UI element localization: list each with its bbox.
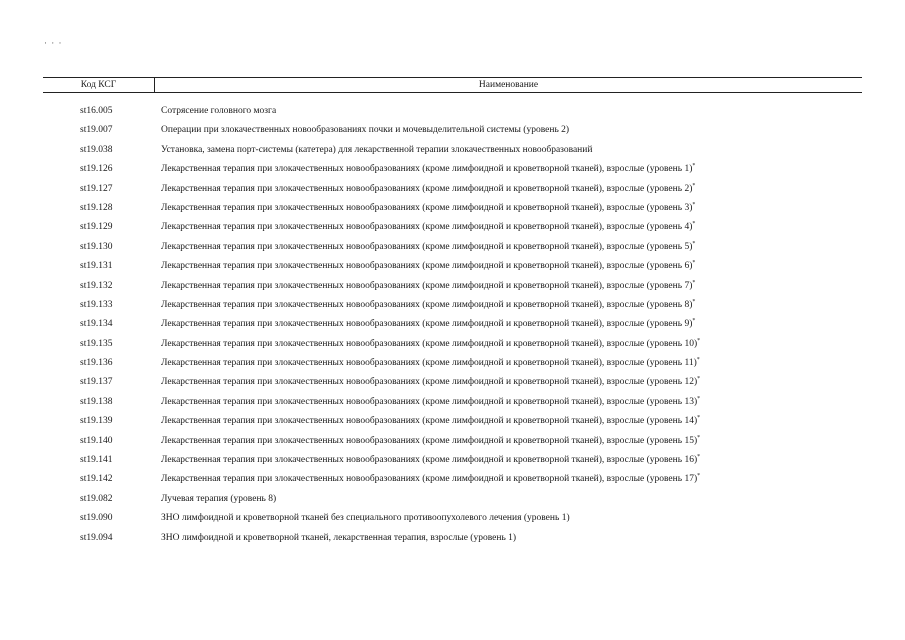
ksg-name-text: Лекарственная терапия при злокачественных новообразованиях (кроме лимфоидной и кроветворной тканей), взрослые (уровень 6)	[161, 261, 693, 272]
table-row	[43, 102, 862, 121]
ksg-name-text: Лучевая терапия (уровень 8)	[161, 493, 277, 504]
page-marker: · · ·	[44, 38, 63, 48]
ksg-name-text: Лекарственная терапия при злокачественных новообразованиях (кроме лимфоидной и кроветворной тканей), взрослые (уровень 7)	[161, 280, 693, 291]
ksg-code-cell: st19.126	[80, 164, 113, 175]
ksg-code-cell: st19.133	[80, 299, 113, 310]
ksg-name-cell	[154, 102, 862, 121]
footnote-mark: *	[692, 298, 696, 305]
ksg-name-cell	[154, 257, 862, 276]
ksg-name-cell	[154, 393, 862, 412]
table-row	[43, 315, 862, 334]
table-row	[43, 199, 862, 218]
ksg-name-cell	[154, 529, 862, 548]
footnote-mark: *	[692, 182, 696, 189]
ksg-name-text: Лекарственная терапия при злокачественных новообразованиях (кроме лимфоидной и кроветворной тканей), взрослые (уровень 9)	[161, 319, 693, 330]
ksg-name-cell	[154, 354, 862, 373]
ksg-name-cell	[154, 180, 862, 199]
ksg-code-cell: st19.131	[80, 261, 113, 272]
ksg-name-text: Сотрясение головного мозга	[161, 106, 277, 116]
ksg-name-cell	[154, 373, 862, 392]
ksg-name-cell	[154, 451, 862, 470]
ksg-code-cell: st19.135	[80, 338, 113, 349]
table-row	[43, 432, 862, 451]
table-row	[43, 238, 862, 257]
ksg-code-cell: st19.128	[80, 202, 113, 213]
ksg-name-cell	[154, 335, 862, 354]
ksg-name-cell	[154, 315, 862, 334]
column-header-name: Наименование	[478, 80, 539, 90]
ksg-code-cell: st19.141	[80, 455, 113, 466]
ksg-name-text: Лекарственная терапия при злокачественных новообразованиях (кроме лимфоидной и кроветворной тканей), взрослые (уровень 3)	[161, 202, 693, 213]
table-row	[43, 529, 862, 548]
footnote-mark: *	[697, 434, 701, 441]
footnote-mark: *	[692, 260, 696, 267]
ksg-name-text: Лекарственная терапия при злокачественных новообразованиях (кроме лимфоидной и кроветворной тканей), взрослые (уровень 14)	[161, 416, 698, 427]
table-row	[43, 121, 862, 140]
table-row	[43, 470, 862, 489]
ksg-name-text: Лекарственная терапия при злокачественных новообразованиях (кроме лимфоидной и кроветворной тканей), взрослые (уровень 5)	[161, 241, 693, 252]
ksg-name-cell	[154, 218, 862, 237]
ksg-code-cell: st16.005	[80, 106, 113, 116]
ksg-name-text: ЗНО лимфоидной и кроветворной тканей, лекарственная терапия, взрослые (уровень 1)	[161, 532, 517, 543]
footnote-mark: *	[696, 357, 700, 364]
footnote-mark: *	[692, 163, 696, 170]
ksg-code-cell: st19.130	[80, 241, 113, 252]
ksg-name-cell	[154, 141, 862, 160]
ksg-name-cell	[154, 238, 862, 257]
ksg-name-cell	[154, 160, 862, 179]
ksg-name-text: Лекарственная терапия при злокачественных новообразованиях (кроме лимфоидной и кроветворной тканей), взрослые (уровень 4)	[161, 222, 693, 233]
table-row	[43, 354, 862, 373]
ksg-name-text: Установка, замена порт-системы (катетера) для лекарственной терапии злокачественных новообразований	[161, 144, 593, 155]
footnote-mark: *	[697, 415, 701, 422]
ksg-code-cell: st19.134	[80, 319, 113, 330]
ksg-name-cell	[154, 121, 862, 140]
ksg-code-cell: st19.007	[80, 125, 113, 136]
table-body	[43, 102, 862, 548]
ksg-name-cell	[154, 296, 862, 315]
ksg-name-cell	[154, 470, 862, 489]
ksg-name-text: Лекарственная терапия при злокачественных новообразованиях (кроме лимфоидной и кроветворной тканей), взрослые (уровень 12)	[161, 377, 698, 388]
ksg-name-text: Лекарственная терапия при злокачественных новообразованиях (кроме лимфоидной и кроветворной тканей), взрослые (уровень 15)	[161, 435, 698, 446]
table-row	[43, 412, 862, 431]
table-row	[43, 393, 862, 412]
table-row	[43, 257, 862, 276]
table-header	[43, 77, 862, 93]
ksg-name-text: Лекарственная терапия при злокачественных новообразованиях (кроме лимфоидной и кроветворной тканей), взрослые (уровень 16)	[161, 455, 698, 466]
table-row	[43, 277, 862, 296]
ksg-code-cell: st19.090	[80, 513, 113, 524]
ksg-name-cell	[154, 412, 862, 431]
table-row	[43, 218, 862, 237]
table-row	[43, 296, 862, 315]
ksg-code-cell: st19.142	[80, 474, 113, 485]
ksg-name-text: Лекарственная терапия при злокачественных новообразованиях (кроме лимфоидной и кроветворной тканей), взрослые (уровень 1)	[161, 164, 693, 175]
ksg-name-text: Лекарственная терапия при злокачественных новообразованиях (кроме лимфоидной и кроветворной тканей), взрослые (уровень 10)	[161, 338, 698, 349]
table-row	[43, 180, 862, 199]
footnote-mark: *	[697, 454, 701, 461]
footnote-mark: *	[692, 279, 696, 286]
ksg-code-cell: st19.038	[80, 144, 113, 155]
ksg-code-cell: st19.137	[80, 377, 113, 388]
ksg-name-cell	[154, 432, 862, 451]
ksg-name-text: ЗНО лимфоидной и кроветворной тканей без специального противоопухолевого лечения (уровень 1)	[161, 513, 570, 524]
footnote-mark: *	[692, 201, 696, 208]
ksg-name-cell	[154, 509, 862, 528]
ksg-code-cell: st19.140	[80, 435, 113, 446]
footnote-mark: *	[692, 240, 696, 247]
ksg-code-cell: st19.129	[80, 222, 113, 233]
table-row	[43, 335, 862, 354]
footnote-mark: *	[697, 473, 701, 480]
footnote-mark: *	[692, 221, 696, 228]
ksg-code-cell: st19.127	[80, 183, 113, 194]
footnote-mark: *	[697, 395, 701, 402]
table-row	[43, 160, 862, 179]
table-row	[43, 451, 862, 470]
ksg-code-cell: st19.082	[80, 493, 113, 504]
table-row	[43, 509, 862, 528]
ksg-name-cell	[154, 277, 862, 296]
ksg-code-cell: st19.136	[80, 358, 113, 369]
ksg-name-text: Лекарственная терапия при злокачественных новообразованиях (кроме лимфоидной и кроветворной тканей), взрослые (уровень 2)	[161, 183, 693, 194]
ksg-code-cell: st19.094	[80, 532, 113, 543]
table-row	[43, 141, 862, 160]
column-header-code: Код КСГ	[43, 78, 155, 92]
ksg-name-cell	[154, 199, 862, 218]
ksg-name-cell	[154, 490, 862, 509]
ksg-name-text: Лекарственная терапия при злокачественных новообразованиях (кроме лимфоидной и кроветворной тканей), взрослые (уровень 17)	[161, 474, 698, 485]
ksg-name-text: Лекарственная терапия при злокачественных новообразованиях (кроме лимфоидной и кроветворной тканей), взрослые (уровень 13)	[161, 396, 698, 407]
ksg-code-cell: st19.139	[80, 416, 113, 427]
ksg-name-text: Лекарственная терапия при злокачественных новообразованиях (кроме лимфоидной и кроветворной тканей), взрослые (уровень 8)	[161, 299, 693, 310]
footnote-mark: *	[697, 337, 701, 344]
ksg-name-text: Лекарственная терапия при злокачественных новообразованиях (кроме лимфоидной и кроветворной тканей), взрослые (уровень 11)	[161, 358, 697, 369]
footnote-mark: *	[697, 376, 701, 383]
ksg-name-text: Операции при злокачественных новообразованиях почки и мочевыделительной системы (уровень 2)	[161, 125, 570, 136]
ksg-code-cell: st19.138	[80, 396, 113, 407]
ksg-code-cell: st19.132	[80, 280, 113, 291]
ksg-table	[43, 77, 862, 548]
table-row	[43, 373, 862, 392]
table-row	[43, 490, 862, 509]
footnote-mark: *	[692, 318, 696, 325]
